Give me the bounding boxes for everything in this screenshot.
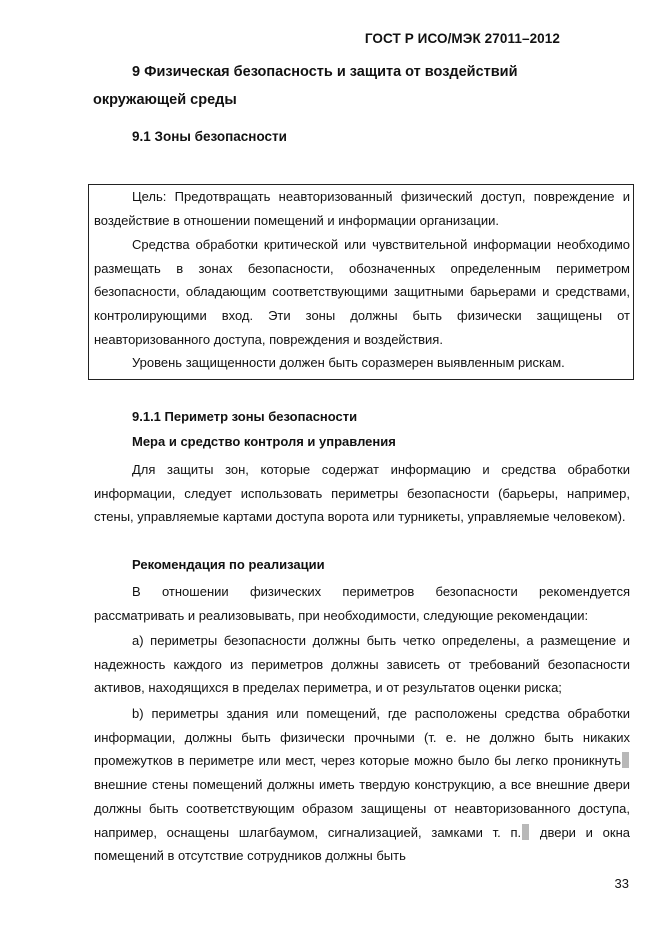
guidance-heading: Рекомендация по реализации [132, 557, 325, 572]
control-heading: Мера и средство контроля и управления [132, 434, 396, 449]
perimeter-title: 9.1.1 Периметр зоны безопасности [132, 409, 358, 424]
list-item-a: а) периметры безопасности должны быть четко определены, а размещение и надежность каждого из периметров должны зависеть от требований безопасности активов, находящихся в пределах периметра, и от результатов оценки риска; [94, 633, 630, 696]
control-paragraph: Для защиты зон, которые содержат информацию и средства обработки информации, следует использовать периметры безопасности (барьеры, например, стены, управляемые картами доступа ворота или турникеты, управляемые человеком). [94, 462, 630, 525]
redaction-mark [522, 824, 529, 840]
section-title-line1: 9 Физическая безопасность и защита от воздействий [132, 64, 518, 80]
page-number: 33 [614, 876, 629, 891]
guidance-intro: В отношении физических периметров безопасности рекомендуется рассматривать и реализовывать, при необходимости, следующие рекомендации: [94, 584, 630, 623]
protection-level-paragraph: Уровень защищенности должен быть соразмерен выявленным рискам. [132, 355, 565, 370]
standard-header: ГОСТ Р ИСО/МЭК 27011–2012 [364, 31, 560, 46]
subsection-title: 9.1 Зоны безопасности [132, 129, 287, 144]
list-item-b [94, 702, 630, 868]
section-title [93, 58, 563, 114]
facilities-paragraph: Средства обработки критической или чувствительной информации необходимо размещать в зонах безопасности, обозначенных определенным периметром безопасности, обладающим соответствующими защитными барьерами и средствами, контролирующими вход. Эти зоны должны быть физически защищены от неавторизованного доступа, повреждения и воздействия. [94, 237, 630, 347]
list-item-b-part3: двери и окна помещений в отсутствие сотрудников должны быть [94, 824, 630, 864]
list-item-b-part2: внешние стены помещений должны иметь твердую конструкцию, а все внешние двери должны быть соответствующим образом защищены от неавторизованного доступа, например, оснащены шлагбаумом, сигнализацией, замками т. п. [94, 777, 630, 840]
list-item-b-part1: b) периметры здания или помещений, где расположены средства обработки информации, должны быть физически прочными (т. е. не должно быть никаких промежутков в периметре или мест, через которые можно было бы легко проникнуть [94, 706, 630, 769]
section-title-line2: окружающей среды [93, 92, 237, 108]
redaction-mark [622, 752, 629, 768]
objective-paragraph: Цель: Предотвращать неавторизованный физический доступ, повреждение и воздействие в отношении помещений и информации организации. [94, 189, 630, 228]
